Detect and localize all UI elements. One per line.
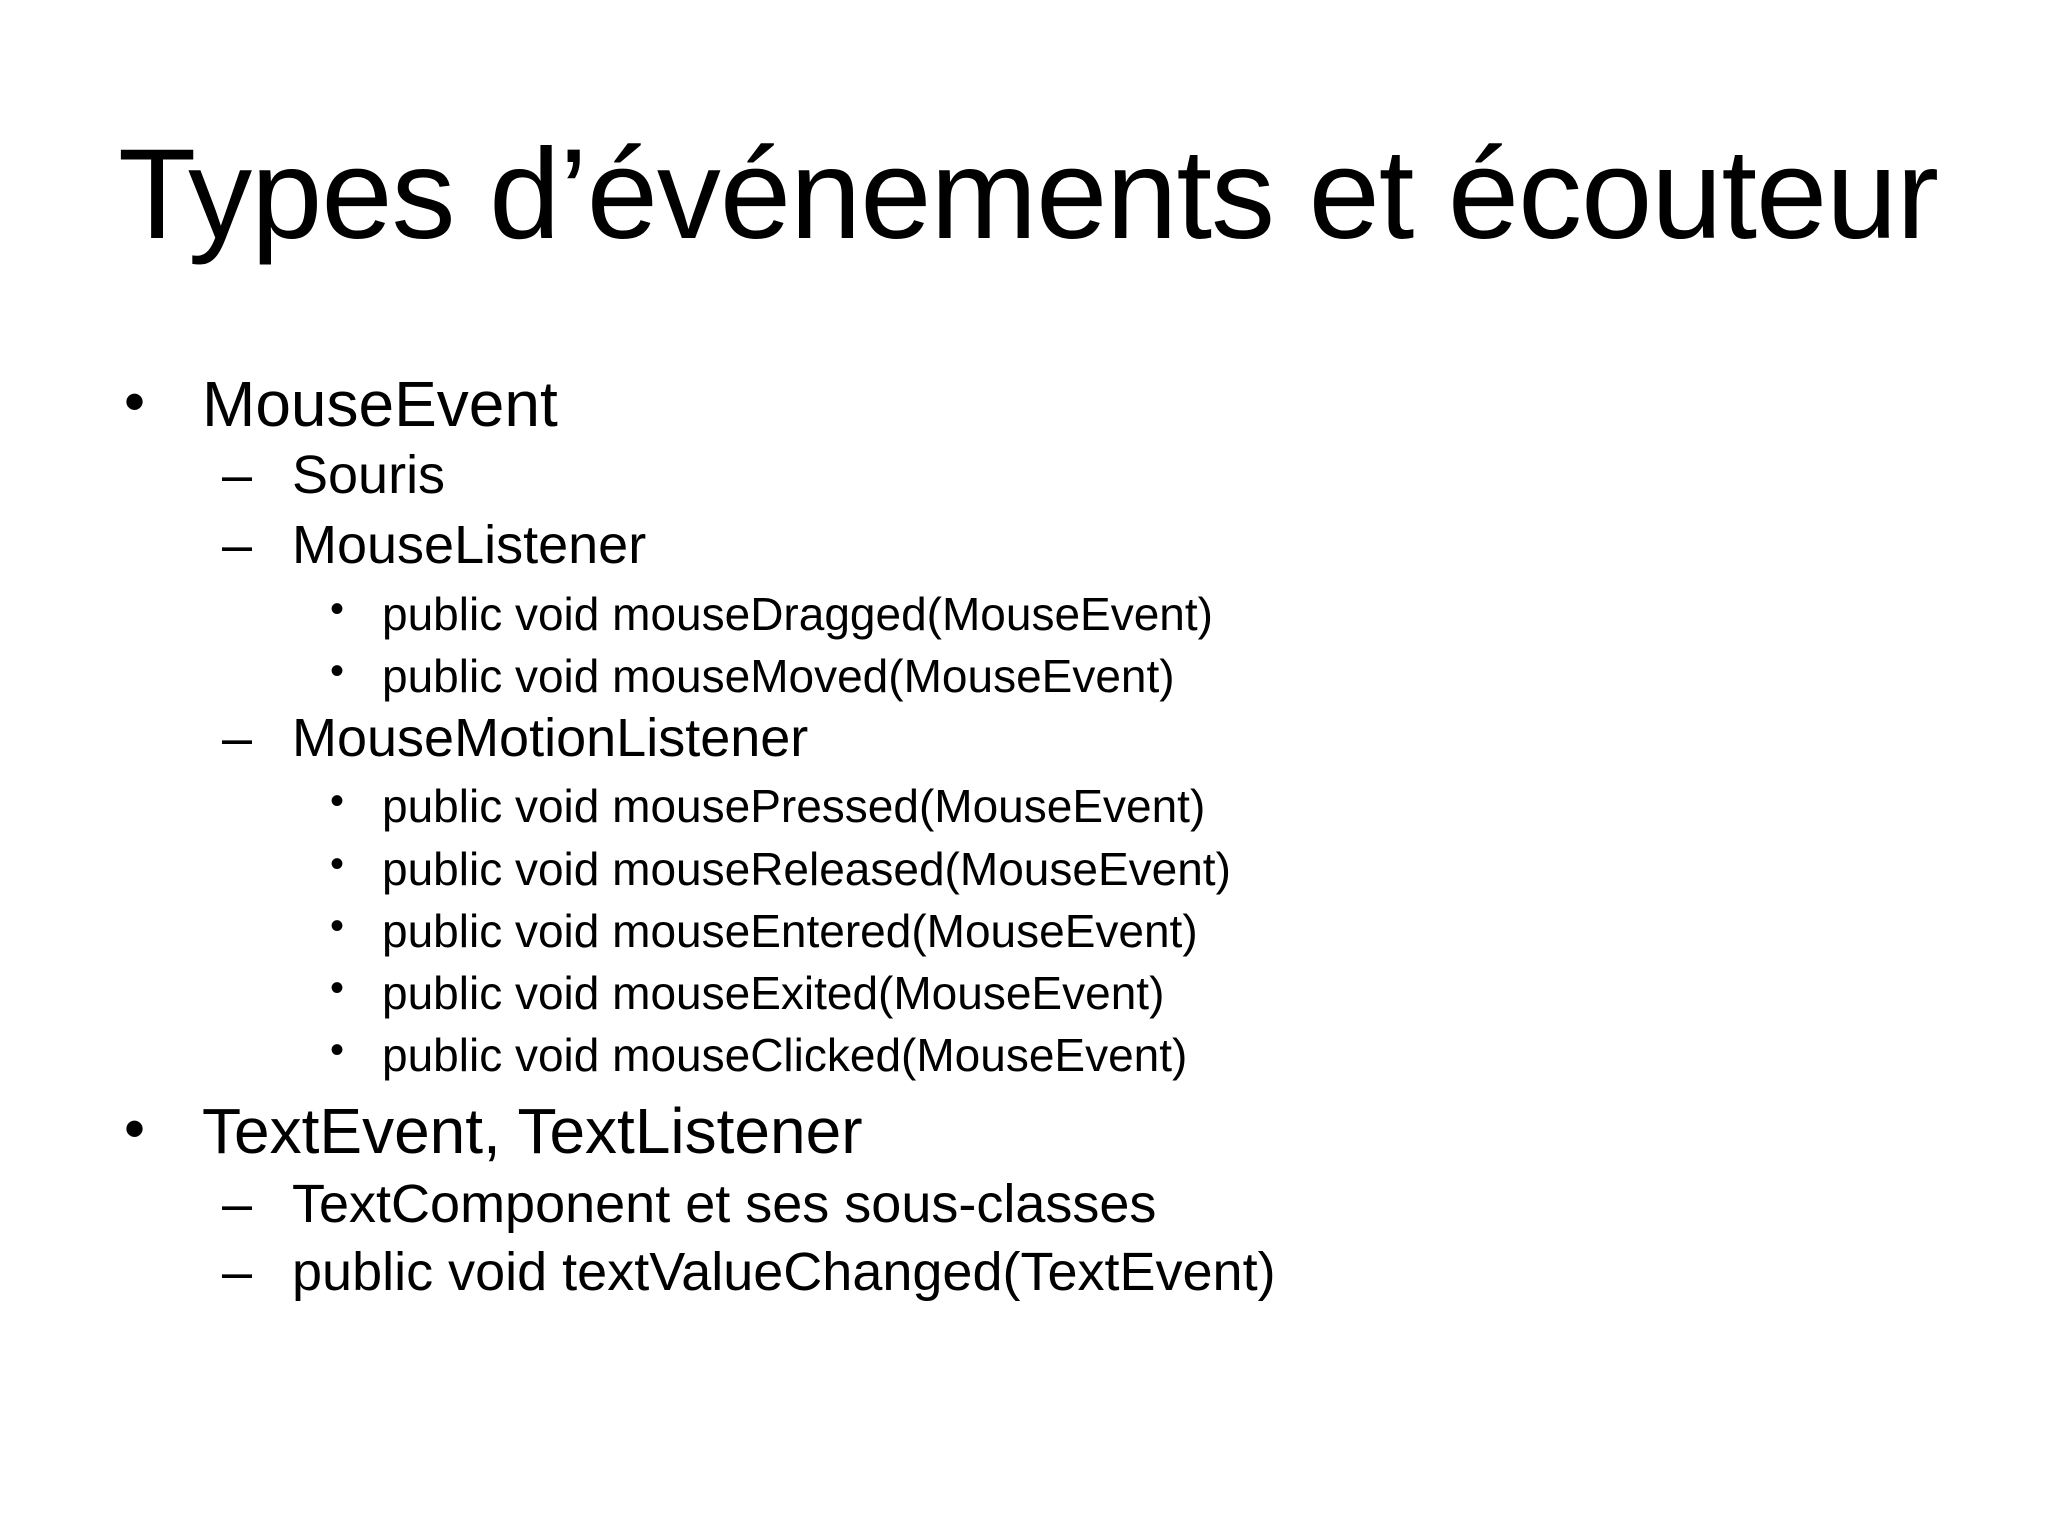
dash-marker: –: [222, 445, 253, 505]
bullet-marker: •: [330, 966, 345, 1010]
list-item-text: MouseMotionListener: [292, 708, 809, 768]
bullet-marker: •: [330, 587, 345, 631]
bullet-marker: •: [330, 1028, 345, 1072]
list-item-text: public void mouseEntered(MouseEvent): [382, 905, 1198, 957]
dash-marker: –: [222, 708, 253, 768]
bullet-marker: •: [330, 904, 345, 948]
bullet-marker: •: [330, 779, 345, 823]
dash-marker: –: [222, 1174, 253, 1234]
bullet-marker: •: [124, 368, 146, 435]
list-item-text: public void mousePressed(MouseEvent): [382, 780, 1206, 832]
bullet-marker: •: [124, 1095, 146, 1162]
list-item-text: public void mouseDragged(MouseEvent): [382, 588, 1213, 640]
list-item-text: public void mouseReleased(MouseEvent): [382, 843, 1231, 895]
list-item-text: public void mouseClicked(MouseEvent): [382, 1029, 1188, 1081]
bullet-marker: •: [330, 842, 345, 886]
list-item-text: Souris: [292, 445, 446, 505]
list-item-text: MouseEvent: [202, 368, 558, 440]
list-item-text: TextComponent et ses sous-classes: [292, 1174, 1157, 1234]
list-item-text: MouseListener: [292, 515, 647, 575]
list-item-text: public void mouseMoved(MouseEvent): [382, 650, 1175, 702]
list-item-text: TextEvent, TextListener: [202, 1095, 863, 1167]
dash-marker: –: [222, 515, 253, 575]
dash-marker: –: [222, 1242, 253, 1302]
list-item-text: public void mouseExited(MouseEvent): [382, 967, 1165, 1019]
slide-title: Types d’événements et écouteur: [118, 123, 1938, 266]
bullet-marker: •: [330, 649, 345, 693]
list-item-text: public void textValueChanged(TextEvent): [292, 1242, 1276, 1302]
